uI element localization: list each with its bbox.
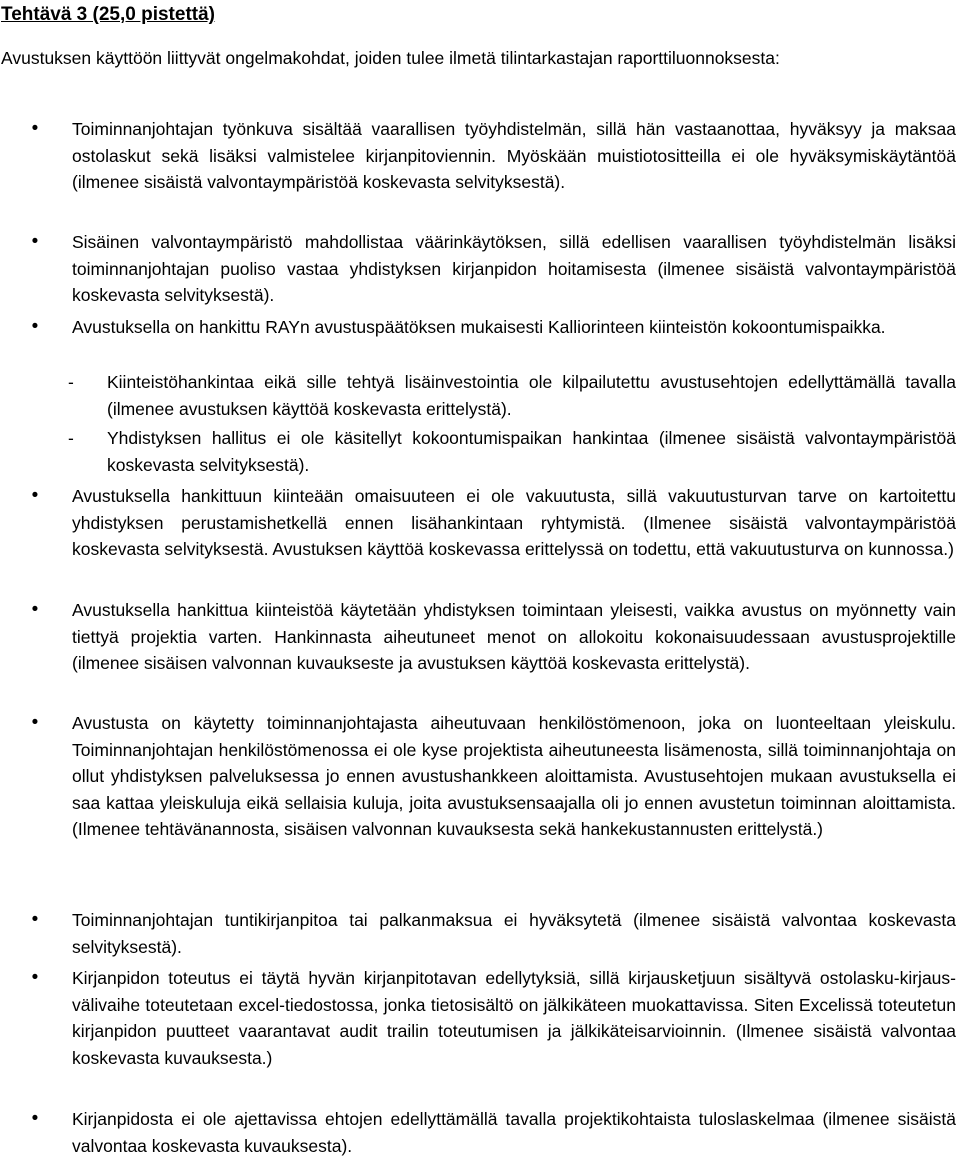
bullet-marker: • — [31, 967, 39, 988]
bullet-marker: • — [31, 1108, 39, 1129]
dash-marker: - — [68, 372, 74, 392]
bullet-marker: • — [31, 909, 39, 930]
sub-list-item: Yhdistyksen hallitus ei ole käsitellyt kokoontumispaikan hankintaa (ilmenee sisäistä valvontaympäristöä koskevasta selvityksestä). — [107, 428, 956, 475]
intro-paragraph: Avustuksen käyttöön liittyvät ongelmakohdat, joiden tulee ilmetä tilintarkastajan raporttiluonnoksesta: — [1, 48, 780, 68]
sub-list-item: Kiinteistöhankintaa eikä sille tehtyä lisäinvestointia ole kilpailutettu avustusehtojen edellyttämällä tavalla (ilmenee avustuksen käyttöä koskevasta erittelystä). — [107, 372, 956, 419]
list-item: Avustuksella hankittuun kiinteään omaisuuteen ei ole vakuutusta, sillä vakuutusturvan tarve on kartoitettu yhdistyksen perustamishetkellä ennen lisähankintaan ryhtymistä. (Ilmenee sisäistä valvontaympäristöä koskevasta selvityksestä. Avustuksen käyttöä koskevassa erittelyssä on todettu, että vakuutusturva on kunnossa.) — [72, 486, 956, 559]
list-item: Toiminnanjohtajan tuntikirjanpitoa tai palkanmaksua ei hyväksytetä (ilmenee sisäistä valvontaa koskevasta selvityksestä). — [72, 910, 956, 957]
bullet-marker: • — [31, 118, 39, 139]
bullet-marker: • — [31, 712, 39, 733]
bullet-marker: • — [31, 599, 39, 620]
dash-marker: - — [68, 428, 74, 448]
bullet-marker: • — [31, 231, 39, 252]
list-item: Avustuksella on hankittu RAYn avustuspäätöksen mukaisesti Kalliorinteen kiinteistön kokoontumispaikka. — [72, 317, 886, 337]
bullet-marker: • — [31, 485, 39, 506]
list-item: Avustuksella hankittua kiinteistöä käytetään yhdistyksen toimintaan yleisesti, vaikka avustus on myönnetty vain tiettyä projektia varten. Hankinnasta aiheutuneet menot on allokoitu kokonaisuudessaan avustusprojektille (ilmenee sisäisen valvonnan kuvaukseste ja avustuksen käyttöä koskevasta erittelystä). — [72, 600, 956, 673]
list-item: Avustusta on käytetty toiminnanjohtajasta aiheutuvaan henkilöstömenoon, joka on luonteeltaan yleiskulu. Toiminnanjohtajan henkilöstömenossa ei ole kyse projektista aiheutuneesta lisämenosta, sillä toiminnanjohtaja on ollut yhdistyksen palveluksessa jo ennen avustushankkeen aloittamista. Avustusehtojen mukaan avustuksella ei saa kattaa yleiskuluja eikä sellaisia kuluja, joita avustuksensaajalla oli jo ennen avustetun toiminnan aloittamista. (Ilmenee tehtävänannosta, sisäisen valvonnan kuvauksesta sekä hankekustannusten erittelystä.) — [72, 713, 956, 839]
bullet-marker: • — [31, 316, 39, 337]
list-item: Toiminnanjohtajan työnkuva sisältää vaarallisen työyhdistelmän, sillä hän vastaanottaa, hyväksyy ja maksaa ostolaskut sekä lisäksi valmistelee kirjanpitoviennin. Myöskään muistiotositteilla ei ole hyväksymiskäytäntöä (ilmenee sisäistä valvontaympäristöä koskevasta selvityksestä). — [72, 119, 956, 192]
list-item: Kirjanpidon toteutus ei täytä hyvän kirjanpitotavan edellytyksiä, sillä kirjausketjuun sisältyvä ostolasku-kirjaus-välivaihe toteutetaan excel-tiedostossa, jonka tietosisältö on jälkikäteen muokattavissa. Siten Excelissä toteutetun kirjanpidon puutteet vaarantavat audit trailin toteutumisen ja jälkikäteisarvioinnin. (Ilmenee sisäistä valvontaa koskevasta kuvauksesta.) — [72, 968, 956, 1068]
list-item: Kirjanpidosta ei ole ajettavissa ehtojen edellyttämällä tavalla projektikohtaista tuloslaskelmaa (ilmenee sisäistä valvontaa koskevasta kuvauksesta). — [72, 1109, 956, 1156]
list-item: Sisäinen valvontaympäristö mahdollistaa väärinkäytöksen, sillä edellisen vaarallisen työyhdistelmän lisäksi toiminnanjohtajan puoliso vastaa yhdistyksen kirjanpidon hoitamisesta (ilmenee sisäistä valvontaympäristöä koskevasta selvityksestä). — [72, 232, 956, 305]
task-heading: Tehtävä 3 (25,0 pistettä) — [1, 4, 216, 25]
